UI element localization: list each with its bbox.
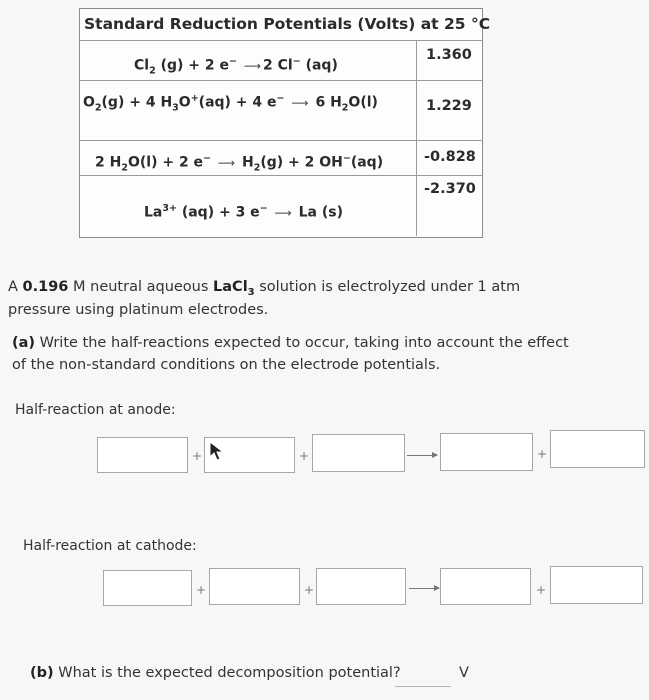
anode-product-1-input[interactable] [440,433,533,471]
table-column-divider [416,40,417,236]
anode-reactant-1-input[interactable] [97,437,188,473]
plus-sign: + [299,449,310,463]
table-divider [79,80,482,81]
mouse-pointer-icon [207,440,229,462]
problem-intro-line-1: A 0.196 M neutral aqueous LaCl$_3$ solution is electrolyzed under 1 atm [8,279,521,298]
decomposition-potential-input[interactable] [395,686,451,687]
anode-product-2-input[interactable] [550,430,645,468]
cathode-label: Half-reaction at cathode: [23,538,197,554]
part-a-line-2: of the non-standard conditions on the electrode potentials. [12,357,441,373]
reaction-row-1: $Cl_2$ (g) + 2 e− ⟶ 2 Cl− (aq) [134,56,338,77]
table-divider [79,175,482,176]
part-b-unit: V [459,665,469,681]
potential-row-1: 1.360 [426,47,472,63]
plus-sign: + [304,583,315,597]
part-a-line-1: (a) Write the half-reactions expected to occur, taking into account the effect [12,335,569,351]
reaction-row-3: 2 $H_2O(l) + 2$ e− ⟶ $H_2(g) + 2$ OH−(aq) [95,153,384,174]
problem-intro-line-2: pressure using platinum electrodes. [8,302,269,318]
reaction-row-2: $O_2(g) + 4$ $H_3O^+(aq) + 4$ e− ⟶ 6 $H_2O(l)$ [83,93,378,114]
plus-sign: + [536,583,547,597]
plus-sign: + [537,447,548,461]
anode-label: Half-reaction at anode: [15,402,176,418]
cathode-product-2-input[interactable] [550,566,643,604]
plus-sign: + [192,449,203,463]
cathode-reactant-2-input[interactable] [209,568,300,605]
table-divider [79,40,482,41]
reaction-row-4: $La^{3+}$ (aq) + 3 e− ⟶ La (s) [144,203,343,221]
cathode-reactant-1-input[interactable] [103,570,192,606]
part-b-question: (b) What is the expected decomposition potential? [30,665,401,681]
plus-sign: + [196,583,207,597]
cathode-reactant-3-input[interactable] [316,568,406,605]
table-title: Standard Reduction Potentials (Volts) at 25 °C [84,15,491,33]
cathode-product-1-input[interactable] [440,568,531,605]
potential-row-4: -2.370 [424,181,476,197]
table-divider [79,140,482,141]
anode-reactant-3-input[interactable] [312,434,405,472]
reaction-arrow-icon [409,588,439,589]
potential-row-2: 1.229 [426,98,472,114]
potential-row-3: -0.828 [424,149,476,165]
reaction-arrow-icon [407,455,437,456]
